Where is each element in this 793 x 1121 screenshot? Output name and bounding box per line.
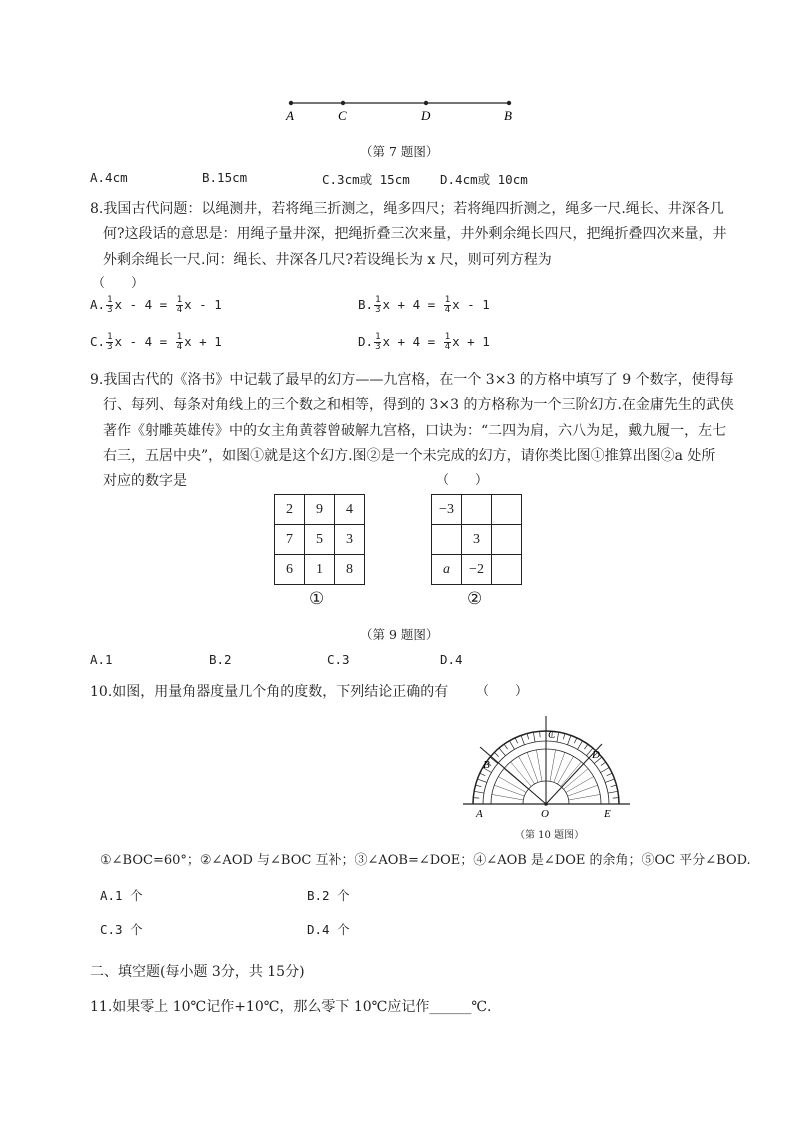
protractor-label-b: B (483, 759, 490, 771)
protractor-tick (475, 785, 481, 787)
point-label-b: B (504, 108, 512, 123)
protractor-tick (540, 731, 541, 737)
q9-stem-line-1: 9.我国古代的《洛书》中记载了最早的幻方——九宫格，在一个 3×3 的方格中填写了 9 个数字，使得每 (90, 372, 734, 388)
protractor-tick (521, 735, 524, 744)
q10-option-c: C.3 个 (100, 922, 143, 937)
grid1-cell: 1 (305, 555, 335, 585)
q7-option-c: C.3cm或 15cm (322, 172, 410, 187)
q11-stem (90, 997, 491, 1017)
q7-option-a: A.4cm (90, 170, 128, 185)
protractor-tick (499, 748, 505, 756)
protractor-spoke (492, 794, 524, 800)
protractor-spoke (527, 752, 538, 782)
q11-unit: ℃. (471, 999, 492, 1015)
magic-square-1 (274, 494, 365, 585)
figure-label-1: ① (309, 589, 325, 609)
protractor-spoke (494, 785, 524, 796)
q10-statements: ①∠BOC=60°；②∠AOD 与∠BOC 互补；③∠AOB=∠DOE；④∠AOB 是∠DOE 的余角；⑤OC 平分∠BOD. (100, 853, 751, 868)
q10-option-b: B.2 个 (307, 888, 350, 903)
protractor-tick (515, 738, 518, 743)
protractor-tick (490, 757, 498, 763)
q8-stem-line-2: 何?这段话的意思是：用绳子量井深，把绳折叠三次来量，井外剩余绳长四尺，把绳折叠四次来量，井 (103, 226, 727, 242)
protractor-spoke (554, 752, 565, 782)
grid2-cell (432, 525, 462, 555)
segment-figure (280, 92, 520, 126)
grid2-cell: −3 (432, 495, 462, 525)
figure-caption-q7: （第 7 题图） (360, 144, 439, 159)
grid1-cell: 9 (305, 495, 335, 525)
grid2-cell: −2 (462, 555, 492, 585)
protractor-tick (574, 738, 577, 743)
protractor-tick (504, 744, 507, 749)
q10-stem: 10.如图，用量角器度量几个角的度数，下列结论正确的有 (90, 684, 449, 700)
protractor-figure (458, 712, 638, 822)
protractor-tick (473, 798, 479, 799)
protractor-tick (605, 779, 614, 782)
protractor-tick (474, 791, 484, 793)
protractor-tick (477, 779, 486, 782)
protractor-tick (611, 785, 617, 787)
protractor-label-e: E (604, 808, 611, 820)
q7-option-b: B.15cm (202, 170, 248, 185)
q8-option-c: C. $\frac{1}{3}$ x - 4 = $\frac{1}{4}$ x + 1 (90, 332, 222, 352)
protractor-spoke (558, 756, 574, 784)
protractor-tick (607, 773, 612, 776)
point-label-a: A (286, 108, 294, 123)
grid1-cell: 8 (335, 555, 365, 585)
protractor-label-a: A (476, 808, 483, 820)
protractor-tick (608, 791, 618, 793)
q9-stem-line-5: 对应的数字是 (103, 473, 187, 489)
section-title-fill-in: 二、填空题(每小题 3分，共 15分) (90, 964, 305, 980)
protractor-tick (510, 741, 515, 750)
protractor-tick (533, 732, 535, 742)
magic-square-2 (431, 494, 522, 585)
protractor-tick (527, 733, 529, 739)
q8-option-b: B. $\frac{1}{3}$ x + 4 = $\frac{1}{4}$ x - 1 (358, 295, 490, 315)
grid1-cell: 7 (275, 525, 305, 555)
grid1-cell: 6 (275, 555, 305, 585)
grid2-cell (492, 555, 522, 585)
figure-label-2: ② (467, 589, 483, 609)
q11-answer-blank: ______ (429, 999, 472, 1015)
q8-option-a: A. $\frac{1}{3}$ x - 4 = $\frac{1}{4}$ x - 1 (90, 295, 222, 315)
protractor-spoke (536, 750, 542, 782)
grid2-cell (462, 495, 492, 525)
q9-option-a: A.1 (90, 652, 113, 667)
protractor-spoke (498, 777, 526, 793)
q9-stem-line-2: 行、每列、每条对角线上的三个数之和相等，得到的 3×3 的方格称为一个三阶幻方.在金庸先生的武侠 (103, 397, 734, 413)
protractor-tick (578, 741, 583, 750)
protractor-tick (494, 752, 498, 756)
figure-caption-q9: （第 9 题图） (360, 627, 439, 642)
grid2-cell (492, 525, 522, 555)
protractor-tick (613, 798, 619, 799)
protractor-tick (601, 762, 606, 765)
protractor-spoke (519, 756, 535, 784)
q7-option-d: D.4cm或 10cm (440, 172, 528, 187)
protractor-label-o: O (541, 808, 549, 820)
protractor-label-c: C (548, 729, 556, 741)
grid2-cell: 3 (462, 525, 492, 555)
q9-option-b: B.2 (209, 652, 232, 667)
q9-stem-line-3: 著作《射雕英雄传》中的女主角黄蓉曾破解九宫格，口诀为：“二四为肩，六八为足，戴九履一，左七 (103, 423, 727, 439)
q9-stem-line-4: 右三，五居中央”，如图①就是这个幻方.图②是一个未完成的幻方，请你类比图①推算出图②a 处所 (103, 448, 716, 464)
q10-option-d: D.4 个 (307, 922, 350, 937)
q9-option-d: D.4 (440, 652, 463, 667)
protractor-tick (480, 773, 485, 776)
grid2-cell: a (432, 555, 462, 585)
grid1-cell: 3 (335, 525, 365, 555)
protractor-tick (557, 732, 559, 742)
q8-answer-bracket: （ ） (92, 276, 145, 291)
protractor-tick (568, 735, 571, 744)
protractor-tick (601, 768, 610, 773)
q9-option-c: C.3 (327, 652, 350, 667)
grid1-cell: 4 (335, 495, 365, 525)
point-label-c: C (338, 108, 347, 123)
protractor-spoke (569, 794, 601, 800)
q11-text: 11.如果零上 10℃记作+10℃，那么零下 10℃应记作 (90, 999, 430, 1015)
q8-stem-line-1: 8.我国古代问题：以绳测井，若将绳三折测之，绳多四尺；若将绳四折测之，绳多一尺.绳长、井深各几 (90, 201, 724, 217)
protractor-spoke (550, 750, 556, 782)
protractor-spoke (568, 785, 598, 796)
q10-option-a: A.1 个 (100, 888, 143, 903)
q10-answer-bracket: （ ） (476, 684, 529, 699)
figure-caption-q10: （第 10 题图） (515, 830, 585, 841)
q9-answer-bracket: （ ） (436, 473, 489, 488)
grid2-cell (492, 495, 522, 525)
grid1-cell: 5 (305, 525, 335, 555)
q8-option-d: D. $\frac{1}{3}$ x + 4 = $\frac{1}{4}$ x + 1 (358, 332, 490, 352)
q8-stem-line-3: 外剩余绳长一尺.问：绳长、井深各几尺?若设绳长为 x 尺，则可列方程为 (103, 252, 552, 268)
protractor-tick (563, 733, 565, 739)
protractor-tick (584, 744, 587, 749)
grid1-cell: 2 (275, 495, 305, 525)
protractor-label-d: D (592, 749, 600, 761)
point-label-d: D (421, 108, 431, 123)
